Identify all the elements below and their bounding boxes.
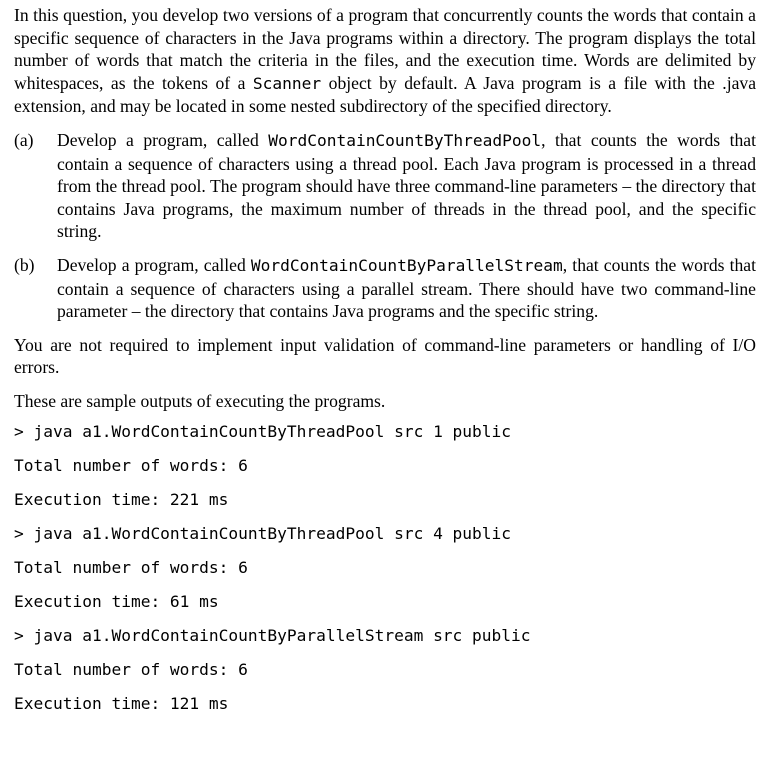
- class-name-code: WordContainCountByParallelStream: [250, 255, 563, 275]
- output-line: Total number of words: 6: [14, 455, 248, 475]
- output-line: > java a1.WordContainCountByThreadPool src 1 public: [14, 421, 512, 441]
- output-line: > java a1.WordContainCountByParallelStream src public: [14, 625, 531, 645]
- samples-intro: These are sample outputs of executing the programs.: [14, 390, 386, 411]
- part-text-1: Develop a program, called: [57, 254, 251, 275]
- output-line: Execution time: 61 ms: [14, 591, 219, 611]
- part-text-1: Develop a program, called: [57, 129, 269, 150]
- sample-outputs: [14, 415, 756, 721]
- output-line: > java a1.WordContainCountByThreadPool src 4 public: [14, 523, 512, 543]
- part-label: (b): [14, 254, 35, 275]
- part-text: [57, 129, 756, 243]
- class-name-code: WordContainCountByThreadPool: [268, 130, 542, 150]
- intro-text: In this question, you develop two versions of a program that concurrently counts the words that contain a specific sequence of characters in the Java programs within a directory. The program displays the total number of words that match the criteria in the files, and the execution time. Words are delimited by whitespaces, as the tokens of a: [14, 5, 756, 93]
- output-line: Total number of words: 6: [14, 557, 248, 577]
- part-text: [57, 254, 756, 323]
- part-text-2: , that counts the words that contain a sequence of characters using a parallel stream. There should have two command-line parameter – the directory that contains Java programs and the specific string.: [57, 254, 756, 322]
- note-paragraph: You are not required to implement input validation of command-line parameters or handling of I/O errors.: [14, 334, 756, 378]
- part-text-2: , that counts the words that contain a sequence of characters using a thread pool. Each Java program is processed in a thread from the thread pool. The program should have three command-line parameters – the directory that contains Java programs, the maximum number of threads in the thread pool, and the specific string.: [57, 129, 756, 242]
- question-part-b: [14, 254, 756, 323]
- output-line: Total number of words: 6: [14, 659, 248, 679]
- output-line: Execution time: 121 ms: [14, 693, 229, 713]
- output-line: Execution time: 221 ms: [14, 489, 229, 509]
- intro-text-2: object by default. A Java program is a file with the .java extension, and may be located in some nested subdirectory of the specified directory.: [14, 72, 756, 117]
- scanner-code: Scanner: [252, 73, 322, 93]
- part-label: (a): [14, 129, 34, 150]
- question-part-a: [14, 129, 756, 243]
- intro-paragraph: [14, 4, 756, 118]
